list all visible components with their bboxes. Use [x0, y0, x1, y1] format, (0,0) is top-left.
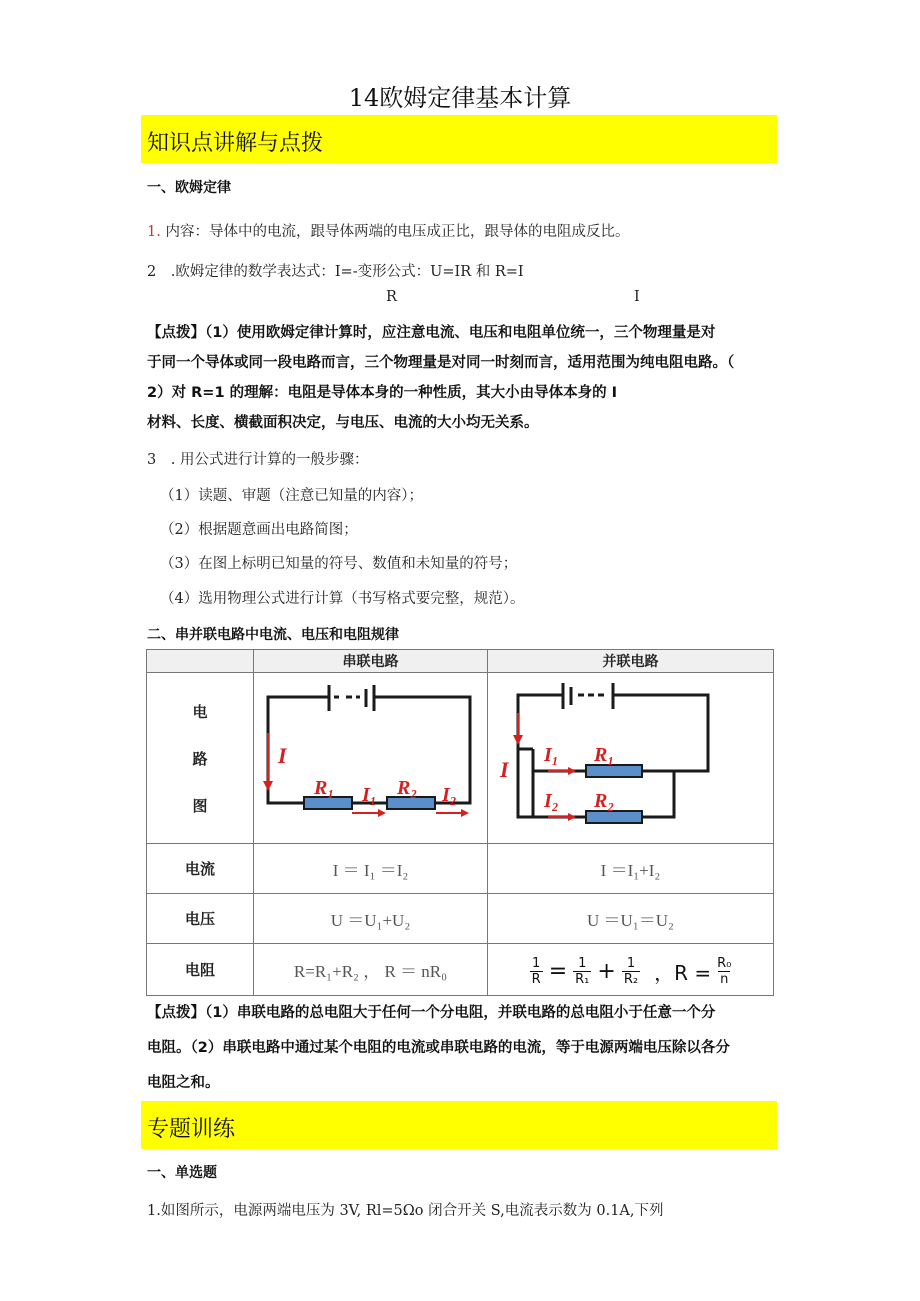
- current-arrowhead: [568, 767, 576, 775]
- tip-2-line-2: 电阻。（2）串联电路中通过某个电阻的电流或串联电路的电流，等于电源两端电压除以各分: [147, 1040, 730, 1056]
- heading-single-choice: 一、单选题: [147, 1165, 217, 1181]
- row-label-diagram-char: 电: [192, 702, 208, 721]
- tip-2-line-1: 【点拨】（1）串联电路的总电阻大于任何一个分电阻，并联电路的总电阻小于任意一个分: [147, 1005, 716, 1021]
- heading-ohms-law: 一、欧姆定律: [147, 180, 231, 196]
- row-label-resistance: 电阻: [147, 944, 254, 996]
- parallel-resistance-formula: [488, 944, 774, 996]
- fraction-numerator: 1: [626, 956, 636, 971]
- step-3: （3）在图上标明已知量的符号、数值和未知量的符号；: [160, 556, 518, 572]
- heading-series-parallel: 二、串并联电路中电流、电压和电阻规律: [147, 627, 399, 643]
- fraction-denominator: n: [720, 972, 729, 987]
- fraction-denominator-r: R: [386, 289, 397, 305]
- paragraph-1: [147, 220, 629, 241]
- rules-table: [146, 649, 774, 996]
- parallel-voltage-formula: U ＝U₁＝U₂: [488, 894, 774, 944]
- parallel-circuit-cell: [488, 673, 774, 844]
- parallel-circuit-diagram: [488, 673, 773, 839]
- label-r2: R₂: [594, 790, 615, 812]
- current-arrowhead: [263, 781, 273, 791]
- label-r1: R₁: [594, 744, 615, 766]
- section-banner-practice: [141, 1101, 777, 1149]
- label-current-i1: I₁: [544, 744, 559, 766]
- tip-1-line-3: 2）对 R=1 的理解：电阻是导体本身的一种性质，其大小由导体本身的 I: [147, 385, 618, 401]
- section-banner-label: 知识点讲解与点拨: [147, 131, 324, 156]
- paragraph-3: 3 . 用公式进行计算的一般步骤：: [147, 452, 369, 468]
- row-label-current: 电流: [147, 844, 254, 894]
- row-label-diagram: [147, 673, 254, 844]
- label-r2: R₂: [397, 777, 418, 799]
- row-label-voltage: 电压: [147, 894, 254, 944]
- resistor-r1: [586, 765, 642, 777]
- series-circuit-diagram: [254, 673, 487, 839]
- series-current-formula: I ＝ I₁ ＝I₂: [254, 844, 488, 894]
- page-title: 14欧姆定律基本计算: [348, 84, 572, 112]
- parallel-current-formula: I ＝I₁+I₂: [488, 844, 774, 894]
- current-arrowhead: [378, 809, 386, 817]
- col-header-parallel: 并联电路: [488, 650, 774, 673]
- current-arrowhead: [513, 735, 523, 745]
- current-arrowhead: [568, 813, 576, 821]
- fraction-denominator: R₂: [623, 972, 639, 987]
- series-voltage-formula: U ＝U₁+U₂: [254, 894, 488, 944]
- fraction-denominator: R: [531, 972, 541, 987]
- tip-1-line-2: 于同一个导体或同一段电路而言，三个物理量是对同一时刻而言，适用范围为纯电阻电路。（: [147, 355, 735, 371]
- section-banner-label: 专题训练: [147, 1117, 236, 1142]
- tip-1-line-1: 【点拨】（1）使用欧姆定律计算时，应注意电流、电压和电阻单位统一，三个物理量是对: [147, 325, 716, 341]
- fraction-numerator: R₀: [717, 956, 732, 971]
- fraction-numerator: 1: [532, 956, 541, 971]
- label-current-i: I: [278, 743, 287, 768]
- label-current-i1: I₁: [362, 784, 377, 806]
- table-corner: [147, 650, 254, 673]
- row-label-diagram-char: 路: [192, 749, 208, 768]
- tip-1-line-4: 材料、长度、横截面积决定，与电压、电流的大小均无关系。: [147, 415, 539, 431]
- series-circuit-cell: [254, 673, 488, 844]
- label-current-i: I: [500, 757, 509, 782]
- fraction-denominator-i: I: [634, 289, 640, 305]
- label-current-i2: I₂: [544, 790, 559, 812]
- question-1: 1.如图所示，电源两端电压为 3V, Rl=5Ωo 闭合开关 S,电流表示数为 0.1A,下列: [147, 1203, 664, 1219]
- resistor-r2: [586, 811, 642, 823]
- paragraph-1-number: 1.: [147, 224, 161, 240]
- fraction-numerator: 1: [578, 956, 587, 971]
- fraction-denominator: R₁: [575, 972, 590, 987]
- section-banner-knowledge: [141, 115, 777, 163]
- tip-2-line-3: 电阻之和。: [147, 1075, 220, 1091]
- current-arrowhead: [461, 809, 469, 817]
- series-resistance-formula: R=R₁+R₂ ， R ＝ nR₀: [254, 944, 488, 996]
- paragraph-2: 2 .欧姆定律的数学表达式：I=-变形公式：U=IR 和 R=I: [147, 264, 524, 280]
- step-4: （4）选用物理公式进行计算（书写格式要完整，规范）。: [160, 591, 525, 607]
- row-label-diagram-char: 图: [192, 796, 208, 815]
- separator-r-equals: ，R =: [654, 961, 712, 985]
- paragraph-1-text: 内容：导体中的电流，跟导体两端的电压成正比，跟导体的电阻成反比。: [165, 224, 630, 240]
- plus-sign: +: [597, 959, 616, 984]
- step-1: （1）读题、审题（注意已知量的内容）；: [160, 488, 423, 504]
- col-header-series: 串联电路: [254, 650, 488, 673]
- label-current-i2: I₂: [442, 784, 457, 806]
- step-2: （2）根据题意画出电路简图；: [160, 522, 358, 538]
- equals-sign: =: [548, 959, 568, 984]
- label-r1: R₁: [314, 777, 335, 799]
